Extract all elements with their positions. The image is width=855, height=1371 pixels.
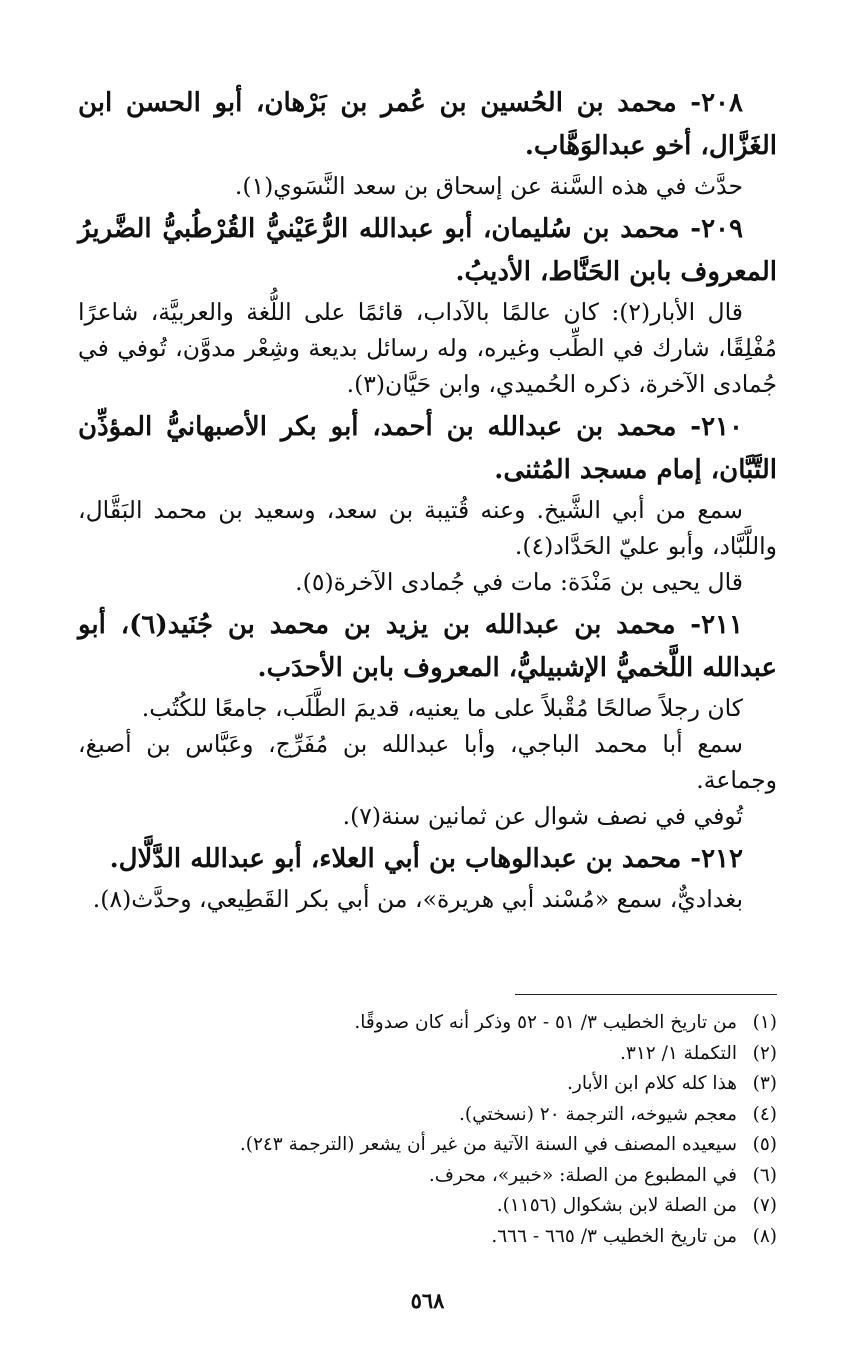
footnote-3 [78, 1069, 777, 1100]
footnote-6 [78, 1161, 777, 1192]
footnotes-list [78, 1008, 777, 1252]
biography-entry-209 [78, 208, 777, 402]
footnote-4 [78, 1100, 777, 1131]
footnote-text: من تاريخ الخطيب ٣/ ٦٦٥ - ٦٦٦. [491, 1225, 737, 1247]
footnote-mark: (٦) [752, 1164, 777, 1186]
entry-paragraph: قال يحيى بن مَنْدَة: مات في جُمادى الآخرة(٥). [295, 568, 743, 596]
footnote-mark: (٥) [752, 1134, 777, 1155]
footnote-mark: (٧) [752, 1195, 777, 1216]
footnote-text: هذا كله كلام ابن الأبار. [567, 1073, 737, 1094]
entry-paragraph: حدَّث في هذه السَّنة عن إسحاق بن سعد النَّسَوي(١). [234, 172, 743, 200]
entry-paragraph: قال الأبار(٢): كان عالمًا بالآداب، قائمًا على اللُّغة والعربيَّة، شاعرًا مُفْلِقًا، شارك في الطِّب وغيره، وله رسائل بديعة وشِعْر مدوَّن، تُوفي في جُمادى الآخرة، ذكره الحُميدي، وابن حَيَّان(٣). [78, 298, 777, 398]
footnote-1 [78, 1008, 777, 1039]
main-text [78, 82, 777, 921]
footnote-mark: (٣) [752, 1073, 777, 1094]
footnote-text: معجم شيوخه، الترجمة ٢٠ (نسختي). [459, 1103, 737, 1125]
footnote-text: من الصلة لابن بشكوال (١١٥٦). [496, 1195, 737, 1216]
footnote-text: في المطبوع من الصلة: «خبير»، محرف. [428, 1164, 737, 1186]
footnote-mark: (٨) [752, 1225, 777, 1247]
entry-paragraph: تُوفي في نصف شوال عن ثمانين سنة(٧). [342, 802, 743, 830]
footnote-7 [78, 1191, 777, 1222]
biography-entry-211 [78, 604, 777, 834]
entry-heading: ٢١٢- محمد بن عبدالوهاب بن أبي العلاء، أبو عبدالله الدَّلَّال. [109, 844, 743, 874]
biography-entry-208 [78, 82, 777, 204]
entry-paragraph: سمع من أبي الشَّيخ. وعنه قُتيبة بن سعد، وسعيد بن محمد البَقَّال، واللَّبَّاد، وأبو عليّ الحَدَّاد(٤). [78, 496, 777, 560]
entry-heading: ٢١٠- محمد بن عبدالله بن أحمد، أبو بكر الأصبهانيُّ المؤذِّن التَّبَّان، إمام مسجد المُثنى. [78, 412, 777, 485]
entry-heading: ٢١١- محمد بن عبدالله بن يزيد بن محمد بن جُنَيد(٦)، أبو عبدالله اللَّخميُّ الإشبيليُّ، المعروف بابن الأحدَب. [78, 610, 777, 683]
biography-entry-212 [78, 838, 777, 917]
biography-entry-210 [78, 406, 777, 600]
footnote-separator [515, 994, 777, 995]
footnote-mark: (٢) [752, 1042, 777, 1064]
footnote-mark: (٤) [752, 1103, 777, 1125]
footnote-text: سيعيده المصنف في السنة الآتية من غير أن يشعر (الترجمة ٢٤٣). [239, 1134, 737, 1155]
entry-paragraph: كان رجلاً صالحًا مُقْبلاً على ما يعنيه، قديمَ الطَّلَب، جامعًا للكُتُب. [141, 694, 743, 722]
footnote-text: من تاريخ الخطيب ٣/ ٥١ - ٥٢ وذكر أنه كان صدوقًا. [354, 1012, 737, 1033]
entry-paragraph: سمع أبا محمد الباجي، وأبا عبدالله بن مُفَرِّج، وعَبَّاس بن أصبغ، وجماعة. [78, 730, 777, 794]
page-number: ٥٦٨ [410, 1288, 445, 1313]
entry-paragraph: بغداديٌّ، سمع «مُسْند أبي هريرة»، من أبي بكر القَطِيعي، وحدَّث(٨). [92, 885, 743, 913]
footnote-text: التكملة ١/ ٣١٢. [620, 1042, 737, 1064]
entry-heading: ٢٠٩- محمد بن سُليمان، أبو عبدالله الرُّعَيْنيُّ القُرْطُبيُّ الضَّريرُ المعروف بابن الحَنَّاط، الأديبُ. [78, 214, 777, 287]
footnote-8 [78, 1222, 777, 1253]
entry-heading: ٢٠٨- محمد بن الحُسين بن عُمر بن بَرْهان، أبو الحسن ابن الغَزَّال، أخو عبدالوَهَّاب. [78, 88, 777, 161]
footnote-5 [78, 1130, 777, 1161]
footnote-2 [78, 1039, 777, 1070]
footnote-mark: (١) [752, 1012, 777, 1033]
